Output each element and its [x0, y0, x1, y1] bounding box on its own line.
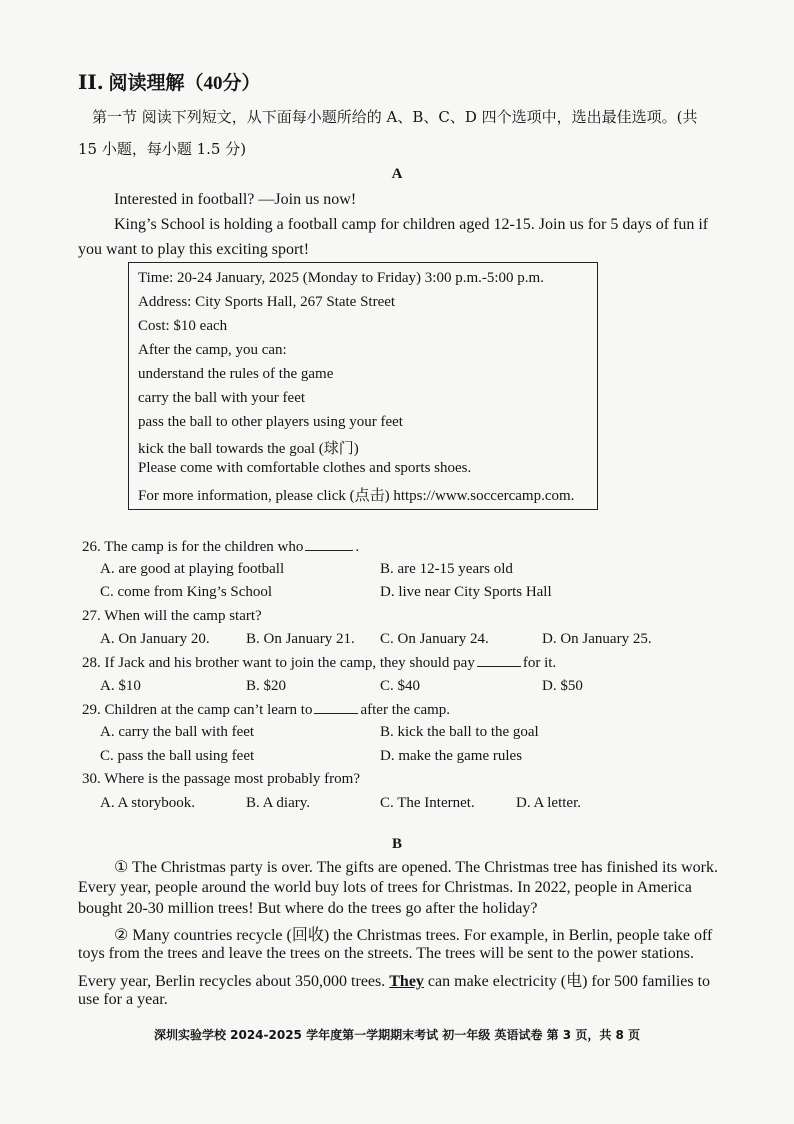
question-27-option-a: A. On January 20.	[100, 631, 210, 647]
passage-a-intro-2-line-2: you want to play this exciting sport!	[78, 241, 310, 258]
question-30-option-c: C. The Internet.	[380, 795, 475, 811]
question-30-option-a: A. A storybook.	[100, 795, 196, 811]
question-29-option-d: D. make the game rules	[380, 748, 523, 764]
question-30-stem: 30. Where is the passage most probably from?	[82, 771, 360, 787]
notice-time: Time: 20-24 January, 2025 (Monday to Friday) 3:00 p.m.-5:00 p.m.	[138, 270, 544, 286]
notice-address: Address: City Sports Hall, 267 State Street	[138, 294, 396, 310]
section-title-text: 阅读理解（40分）	[108, 73, 261, 94]
question-28-option-a: A. $10	[100, 678, 141, 694]
question-26-stem	[82, 538, 359, 556]
underlined-word-they: They	[389, 973, 424, 990]
question-28-option-b: B. $20	[246, 678, 287, 694]
question-28-option-d: D. $50	[542, 678, 583, 694]
question-26-option-b: B. are 12-15 years old	[380, 561, 513, 577]
question-29-stem-text: 29. Children at the camp can’t learn to	[82, 702, 313, 718]
question-26-stem-end: .	[355, 539, 360, 555]
passage-b-p1-line-1: ① The Christmas party is over. The gifts are opened. The Christmas tree has finished its work.	[114, 859, 719, 876]
question-30-option-b: B. A diary.	[246, 795, 311, 811]
passage-b-p2-line-1: ② Many countries recycle (回收) the Christmas trees. For example, in Berlin, people take off	[114, 927, 713, 944]
question-29-option-c: C. pass the ball using feet	[100, 748, 255, 764]
notice-item-4: kick the ball towards the goal (球门)	[138, 441, 359, 457]
passage-b-p2-line-3-start: Every year, Berlin recycles about 350,000 trees.	[78, 973, 386, 990]
section-roman: II.	[78, 70, 104, 94]
passage-b-p1-line-3: bought 20-30 million trees! But where do the trees go after the holiday?	[78, 900, 538, 917]
notice-after: After the camp, you can:	[138, 342, 287, 358]
notice-item-1: understand the rules of the game	[138, 366, 334, 382]
question-29-stem	[82, 701, 450, 719]
passage-b-p2-line-4: use for a year.	[78, 991, 168, 1008]
notice-more-info: For more information, please click (点击) https://www.soccercamp.com.	[138, 488, 575, 504]
question-27-option-c: C. On January 24.	[380, 631, 489, 647]
passage-b-letter: B	[391, 836, 402, 852]
section-title	[78, 68, 260, 95]
passage-b-p2-line-3-end: can make electricity (电) for 500 families to	[427, 973, 711, 990]
question-26-option-c: C. come from King’s School	[100, 584, 273, 600]
question-28-stem	[82, 654, 556, 672]
question-26-stem-text: 26. The camp is for the children who	[82, 539, 304, 555]
notice-please: Please come with comfortable clothes and sports shoes.	[138, 460, 472, 476]
notice-cost: Cost: $10 each	[138, 318, 228, 334]
page-footer: 深圳实验学校 2024-2025 学年度第一学期期末考试 初一年级 英语试卷 第 3 页，共 8 页	[153, 1028, 641, 1042]
question-27-option-d: D. On January 25.	[542, 631, 652, 647]
notice-item-3: pass the ball to other players using your feet	[138, 414, 403, 430]
passage-a-letter: A	[391, 166, 403, 182]
passage-a-intro-2-line-1: King’s School is holding a football camp for children aged 12-15. Join us for 5 days of fun if	[114, 216, 709, 233]
answer-blank	[305, 538, 353, 551]
question-28-option-c: C. $40	[380, 678, 421, 694]
instruction-line-2: 15 小题，每小题 1.5 分)	[78, 140, 247, 158]
question-28-stem-text: 28. If Jack and his brother want to join the camp, they should pay	[82, 655, 475, 671]
question-26-option-a: A. are good at playing football	[100, 561, 285, 577]
notice-item-2: carry the ball with your feet	[138, 390, 306, 406]
passage-a-intro-1: Interested in football? —Join us now!	[114, 191, 357, 208]
question-29-option-a: A. carry the ball with feet	[100, 724, 255, 740]
question-26-option-d: D. live near City Sports Hall	[380, 584, 552, 600]
passage-b-p2-line-2: toys from the trees and leave the trees on the streets. The trees will be sent to the power stations.	[78, 945, 694, 962]
instruction-line-1: 第一节 阅读下列短文，从下面每小题所给的 A、B、C、D 四个选项中，选出最佳选项。(共	[92, 108, 698, 126]
passage-b-p1-line-2: Every year, people around the world buy lots of trees for Christmas. In 2022, people in America	[78, 879, 692, 896]
question-30-option-d: D. A letter.	[516, 795, 581, 811]
passage-b-p2-line-3	[78, 968, 710, 991]
question-27-stem: 27. When will the camp start?	[82, 608, 262, 624]
answer-blank	[314, 701, 358, 714]
question-28-stem-end: for it.	[522, 655, 557, 671]
answer-blank	[477, 654, 521, 667]
question-27-option-b: B. On January 21.	[246, 631, 355, 647]
question-29-option-b: B. kick the ball to the goal	[380, 724, 539, 740]
question-29-stem-end: after the camp.	[360, 702, 451, 718]
